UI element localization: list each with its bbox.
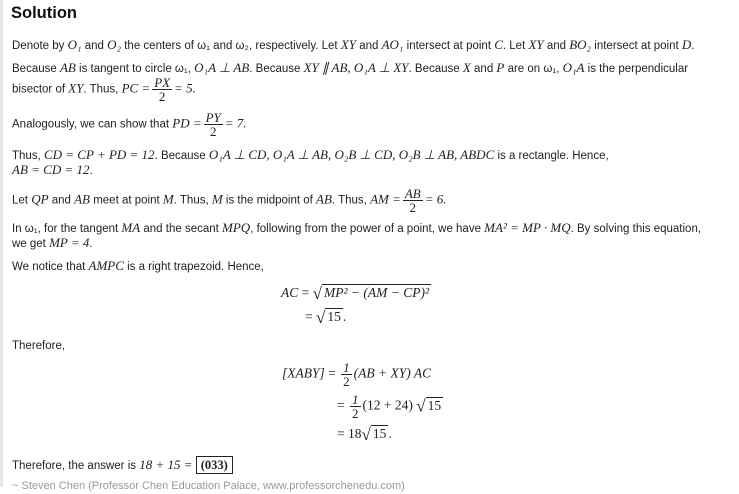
numerator: AB	[404, 186, 421, 201]
math-ampc: AMPC	[88, 258, 124, 273]
eq-rhs: (AB + XY) AC	[353, 365, 432, 381]
text: .	[89, 238, 93, 250]
eq-lhs: AC	[281, 285, 299, 300]
eq-sign: =	[301, 285, 310, 300]
eq-sign: =	[337, 397, 345, 413]
text: . Let	[502, 40, 529, 52]
text: Let	[12, 194, 32, 207]
text: is a rectangle. Hence,	[494, 150, 609, 162]
eq-sign: =	[337, 426, 345, 441]
paragraph-line-2	[12, 60, 731, 77]
text: and	[356, 40, 382, 52]
text: . Thus,	[331, 194, 371, 207]
math-qp: QP	[31, 191, 49, 207]
math-o1: O₁	[67, 37, 82, 52]
paragraph-line-11	[12, 339, 731, 354]
text: .	[89, 165, 93, 177]
text: and	[48, 194, 75, 207]
math-bo2: BO₂	[569, 37, 592, 52]
math-c: C	[494, 37, 503, 52]
text: Therefore,	[12, 340, 66, 352]
text: In ω₁, for the tangent	[12, 223, 122, 235]
sqrt-icon: √	[316, 308, 326, 327]
text: . Thus,	[173, 194, 212, 207]
math-ao1: AO₁	[381, 37, 404, 52]
text: is the midpoint of	[222, 194, 317, 207]
equation-ac-line-2	[305, 308, 346, 325]
text: and	[470, 63, 497, 75]
fraction-py-over-2	[204, 111, 223, 138]
math-cd: CD = CP + PD = 12	[43, 147, 155, 162]
text: . By solving this equation,	[570, 223, 702, 235]
math-parallel: XY ∥ AB, O₁A ⊥ XY	[303, 60, 409, 75]
sqrt-icon: √	[416, 396, 426, 416]
equation-area-line-2	[337, 393, 443, 420]
math-m: M	[211, 191, 223, 207]
math-p: P	[496, 60, 505, 75]
text: meet at point	[90, 194, 163, 207]
text: Denote by	[12, 40, 68, 52]
text: . Because	[154, 150, 209, 162]
text: . Thus,	[83, 83, 122, 96]
math-result: = 7.	[224, 115, 247, 131]
text: and the secant	[140, 223, 223, 235]
numerator: PY	[205, 110, 221, 125]
eq-rhs: 18	[348, 426, 362, 441]
solution-heading: Solution	[11, 4, 77, 22]
radicand	[322, 284, 431, 300]
math-sum: 18 + 15 =	[139, 457, 193, 472]
paragraph-line-9	[12, 235, 731, 252]
text: we get	[12, 238, 50, 250]
sqrt-icon: √	[361, 425, 371, 444]
text: is tangent to circle ω₁,	[75, 63, 195, 75]
paragraph-line-10	[12, 258, 731, 275]
math-ab: AB	[316, 191, 332, 207]
text: .	[388, 426, 392, 441]
denominator: 2	[409, 200, 417, 215]
text: Analogously, we can show that	[12, 118, 173, 131]
math-ma: MA	[121, 220, 141, 235]
denominator: 2	[158, 89, 166, 104]
text: intersect at point	[403, 40, 495, 52]
fraction-ab-over-2	[403, 187, 423, 214]
text: We notice that	[12, 261, 89, 273]
text: are on ω₁,	[504, 63, 563, 75]
paragraph-line-1	[12, 37, 731, 54]
math-result: = 6.	[424, 191, 447, 207]
equation-area-line-1	[282, 361, 431, 388]
text: . Because	[249, 63, 304, 75]
paragraph-line-4	[12, 111, 731, 138]
author-credit: ~ Steven Chen (Professor Chen Education Palace, www.professorchenedu.com)	[12, 480, 405, 492]
paragraph-line-3	[12, 76, 731, 103]
equation-ac-line-1	[281, 284, 431, 301]
math-o2: O₂	[107, 37, 122, 52]
denominator: 2	[209, 124, 217, 139]
math-ab: AB	[59, 60, 76, 75]
math-d: D	[681, 37, 692, 52]
text: Therefore, the answer is	[12, 460, 140, 472]
math-o1a: O₁A	[562, 60, 585, 75]
eq-sign: =	[328, 365, 336, 381]
math-ab-cd: AB = CD = 12	[12, 162, 90, 177]
math-xy: XY	[68, 80, 84, 96]
paragraph-line-7	[12, 187, 731, 214]
text: .	[691, 40, 695, 52]
fraction-half	[341, 361, 352, 388]
math-power-of-point: MA² = MP · MQ	[484, 220, 571, 235]
text: bisector of	[12, 83, 69, 96]
radicand: 15	[372, 426, 387, 441]
math-ab: AB	[74, 191, 90, 207]
text: is the perpendicular	[584, 63, 689, 75]
math-pc: PC =	[121, 80, 151, 96]
eq-lhs: [XABY]	[282, 365, 325, 381]
answer-box: (033)	[196, 456, 233, 474]
numerator: 1	[343, 360, 350, 375]
eq-rhs: (12 + 24)	[362, 397, 413, 413]
text: is a right trapezoid. Hence,	[123, 261, 264, 273]
denominator: 2	[343, 374, 350, 389]
text: Because	[12, 63, 60, 75]
paragraph-line-12	[12, 457, 731, 474]
math-m: M	[162, 191, 174, 207]
radicand: 15	[327, 309, 341, 324]
denominator: 2	[352, 406, 359, 421]
numerator: PX	[154, 75, 171, 90]
math-x: X	[462, 60, 471, 75]
math-perp: O₁A ⊥ AB	[194, 60, 250, 75]
text: and	[81, 40, 108, 52]
math-pd: PD =	[172, 115, 202, 131]
text: Thus,	[12, 150, 44, 162]
math-perps: O₁A ⊥ CD, O₁A ⊥ AB, O₂B ⊥ CD, O₂B ⊥ AB, ABDC	[208, 147, 495, 162]
math-xy: XY	[528, 37, 544, 52]
text: . Because	[408, 63, 463, 75]
math-am: AM =	[370, 191, 401, 207]
math-xy: XY	[340, 37, 356, 52]
text: intersect at point	[591, 40, 682, 52]
sqrt-icon: √	[312, 284, 322, 303]
radicand: 15	[427, 397, 442, 413]
text: , following from the power of a point, we have	[250, 223, 485, 235]
radicand-text: MP² − (AM − CP)²	[323, 285, 430, 300]
math-mp: MP = 4	[49, 235, 90, 250]
math-result: = 5.	[174, 80, 196, 96]
equation-area-line-3	[337, 425, 392, 442]
text: .	[342, 309, 347, 324]
fraction-half	[350, 393, 361, 420]
fraction-px-over-2	[152, 76, 172, 103]
text: and	[543, 40, 570, 52]
numerator: 1	[352, 392, 359, 407]
text: the centers of ω₁ and ω₂, respectively. Let	[121, 40, 341, 52]
math-mpq: MPQ	[222, 220, 251, 235]
eq-sign: =	[305, 309, 313, 324]
paragraph-line-6	[12, 162, 731, 179]
